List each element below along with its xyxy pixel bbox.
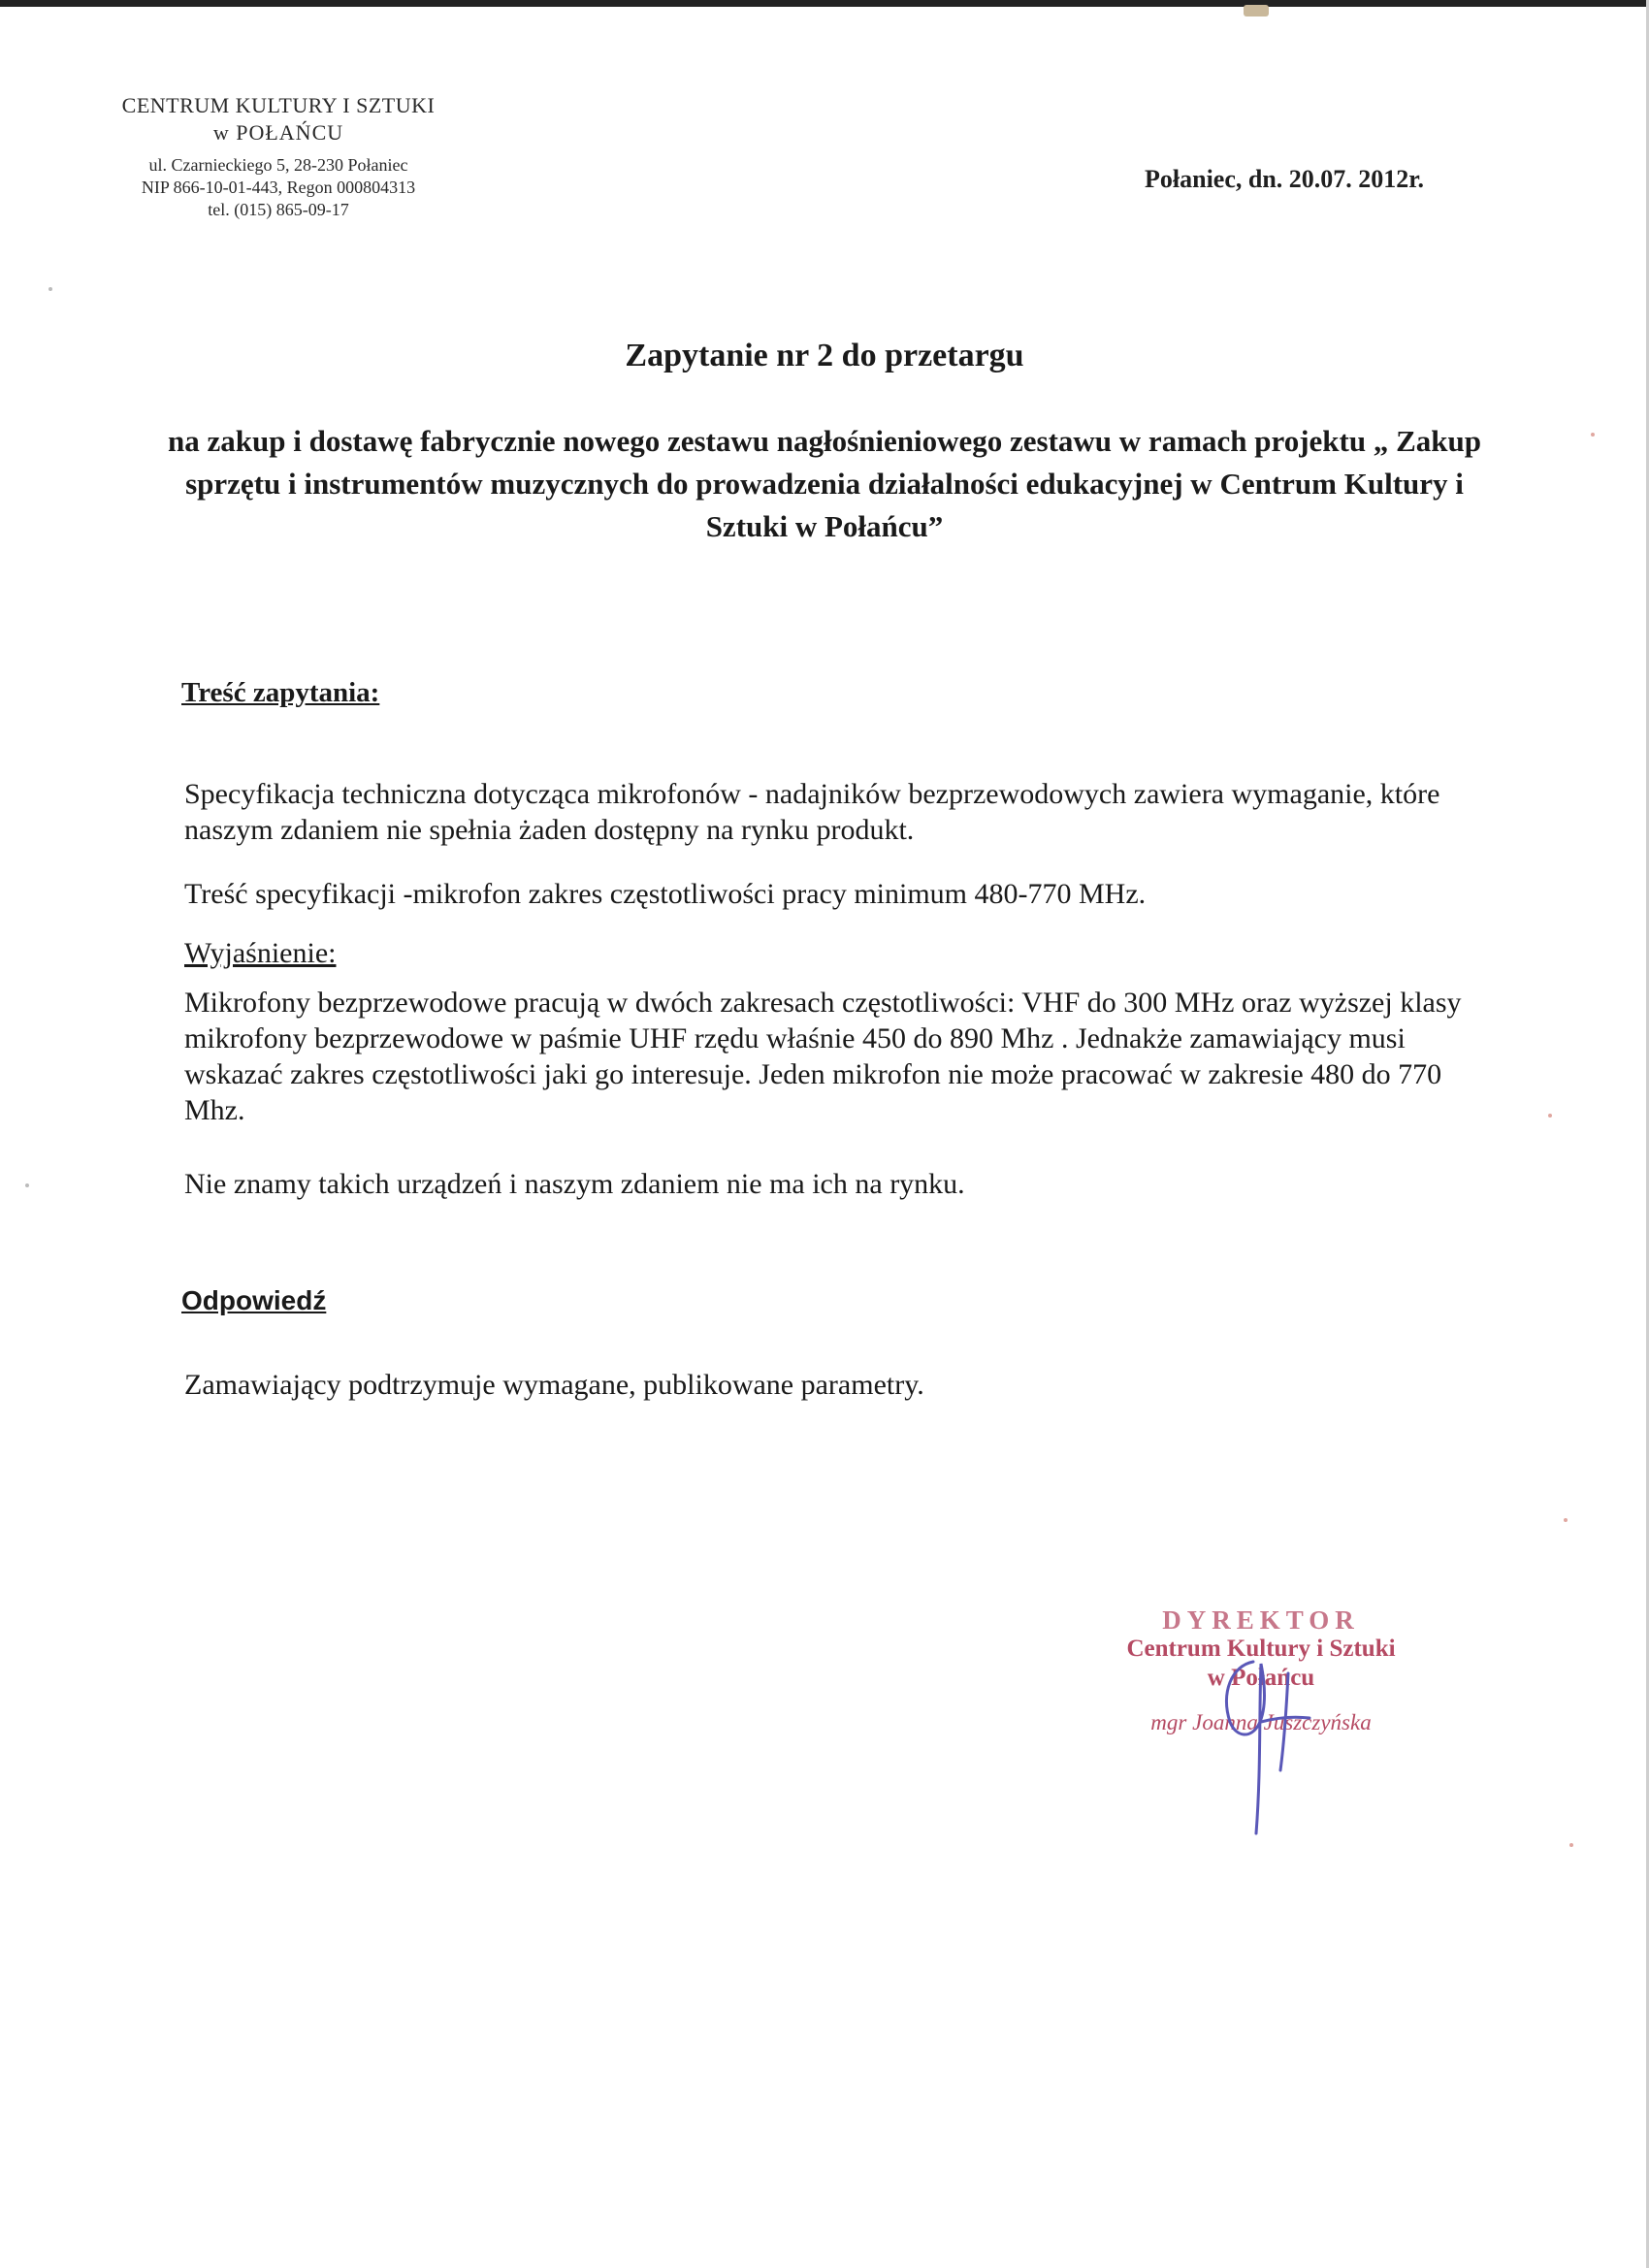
sender-org-city: w POŁAŃCU <box>212 120 344 145</box>
sender-phone: tel. (015) 865-09-17 <box>208 200 349 219</box>
paragraph-spec-content: Treść specyfikacji -mikrofon zakres częstotliwości pracy minimum 480-770 MHz. <box>184 878 1147 910</box>
sender-org-name: CENTRUM KULTURY I SZTUKI <box>121 93 436 117</box>
sender-address: ul. Czarnieckiego 5, 28-230 Połaniec <box>148 155 408 175</box>
document-date: Połaniec, dn. 20.07. 2012r. <box>1145 165 1424 193</box>
scan-edge-mark <box>1244 5 1269 16</box>
answer-text: Zamawiający podtrzymuje wymagane, publikowane parametry. <box>184 1369 924 1401</box>
stamp-name: mgr Joanna Juszczyńska <box>1150 1710 1372 1734</box>
sender-nip-regon: NIP 866-10-01-443, Regon 000804313 <box>141 178 416 197</box>
stamp-org: Centrum Kultury i Sztuki <box>1126 1636 1396 1662</box>
explanation-heading: Wyjaśnienie: <box>184 937 337 969</box>
scan-speck <box>1591 433 1595 437</box>
paragraph-explanation: Mikrofony bezprzewodowe pracują w dwóch zakresach częstotliwości: VHF do 300 MHz oraz wyższej klasy mikrofony bezprzewodowe w paśmie UHF rzędu właśnie 450 do 890 Mhz . Jednakże zamawiający musi wskazać zakres częstotliwości jaki go interesuje. Jeden mikrofon nie może pracować w zakresie 480 do 770 Mhz. <box>184 987 1462 1126</box>
sender-block <box>89 92 468 221</box>
scan-speck <box>1564 1518 1568 1522</box>
content-heading: Treść zapytania: <box>181 677 380 708</box>
page-top-edge <box>0 0 1649 7</box>
document-subject: na zakup i dostawę fabrycznie nowego zestawu nagłośnieniowego zestawu w ramach projektu „ Zakup sprzętu i instrumentów muzycznych do prowadzenia działalności edukacyjnej w Centrum Kultury i Sztuki w Połańcu” <box>168 424 1481 543</box>
document-title: Zapytanie nr 2 do przetargu <box>625 338 1024 373</box>
scan-speck <box>1569 1843 1573 1847</box>
paragraph-conclusion: Nie znamy takich urządzeń i naszym zdaniem nie ma ich na rynku. <box>184 1168 965 1200</box>
scan-speck <box>1548 1114 1552 1118</box>
paragraph-specification: Specyfikacja techniczna dotycząca mikrofonów - nadajników bezprzewodowych zawiera wymaganie, które naszym zdaniem nie spełnia żaden dostępny na rynku produkt. <box>184 778 1440 846</box>
scan-speck <box>25 1183 29 1187</box>
scan-speck <box>48 287 52 291</box>
answer-heading: Odpowiedź <box>181 1285 327 1315</box>
handwritten-signature <box>1203 1654 1329 1848</box>
stamp-title: DYREKTOR <box>1162 1605 1360 1635</box>
stamp-city: w Połańcu <box>1207 1665 1315 1691</box>
